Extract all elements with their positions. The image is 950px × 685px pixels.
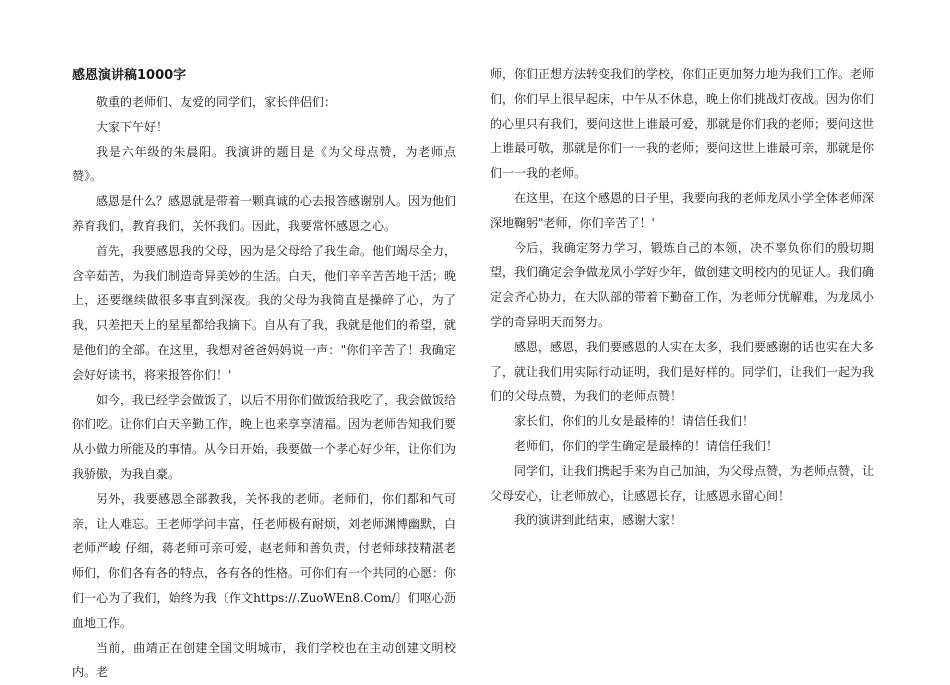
paragraph-greeting: 敬重的老师们、友爱的同学们，家长伴侣们： xyxy=(96,95,337,109)
paragraph-teachers: 另外，我要感恩全部教我，关怀我的老师。老师们，你们都和气可亲，让人难忘。王老师学问丰富，任老师极有耐烦，刘老师渊博幽默，白老师严峻 仔细，蒋老师可亲可爱，赵老师和善负责，付老师球技精湛老师们，你们各有各的特点，各有各的性格。可你们有一个共同的心愿：你们一心为了我们，始终为我〔作文https://.ZuoWEn8.Com/〕们呕心沥血地工作。 xyxy=(72,491,457,630)
paragraph-parents: 首先，我要感恩我的父母，因为是父母给了我生命。他们竭尽全力，含辛茹苦，为我们制造奇异美妙的生活。白天，他们辛辛苦苦地干活；晚上，还要继续做很多事直到深夜。我的父母为我简直是操碎了心，为了我，只差把天上的星星都给我摘下。自从有了我，我就是他们的希望，就是他们的全部。在这里，我想对爸爸妈妈说一声："你们辛苦了！我确定会好好读书，将来报答你们！' xyxy=(72,243,457,382)
left-column xyxy=(72,66,456,685)
paragraph-future: 今后，我确定努力学习，锻炼自己的本领，决不辜负你们的殷切期望，我们确定会争做龙凤小学好少年，做创建文明校内的见证人。我们确定会齐心协力，在大队部的带着下勤奋工作，为老师分忧解难，为龙凤小学的奇异明天而努力。 xyxy=(490,240,875,329)
paragraph-city-continued: 师，你们正想方法转变我们的学校，你们正更加努力地为我们工作。老师们，你们早上很早起床，中午从不休息，晚上你们挑战灯夜战。因为你们的心里只有我们，要问这世上谁最可爱，那就是你们我的老师；要问这世上谁最可敬，那就是你们一一我的老师；要问这世上谁最可亲，那就是你们一一我的老师。 xyxy=(490,67,875,181)
paragraph-closing: 我的演讲到此结束，感谢大家！ xyxy=(514,513,683,528)
paragraph-intro: 我是六年级的朱晨阳。我演讲的题目是《为父母点赞，为老师点赞》。 xyxy=(72,144,456,184)
paragraph-teachers-call: 老师们，你们的学生确定是最棒的！请信任我们！ xyxy=(514,438,779,453)
paragraph-what-is-gratitude: 感恩是什么？感恩就是带着一颗真诚的心去报答感谢别人。因为他们养育我们，教育我们，关怀我们。因此，我要常怀感恩之心。 xyxy=(72,194,457,233)
paragraph-gratitude-action: 感恩，感恩，我们要感恩的人实在太多，我们要感谢的话也实在大多了，就让我们用实际行动证明，我们是好样的。同学们，让我们一起为我们的父母点赞，为我们的老师点赞！ xyxy=(490,339,875,404)
paragraph-hello: 大家下午好！ xyxy=(96,119,169,134)
document-title: 感恩演讲稿1000字 xyxy=(72,68,187,83)
right-column xyxy=(490,62,874,533)
paragraph-city: 当前，曲靖正在创建全国文明城市，我们学校也在主动创建文明校内。老 xyxy=(72,640,456,680)
paragraph-bow: 在这里，在这个感恩的日子里，我要向我的老师龙凤小学全体老师深深地鞠躬"老师，你们辛苦了！' xyxy=(490,190,875,230)
paragraph-classmates-call: 同学们，让我们携起手来为自己加油，为父母点赞，为老师点赞，让父母安心，让老师放心，让感恩长存，让感恩永留心间！ xyxy=(490,463,875,503)
paragraph-parents-call: 家长们，你们的儿女是最棒的！请信任我们！ xyxy=(514,414,755,429)
paragraph-cooking: 如今，我已经学会做饭了，以后不用你们做饭给我吃了，我会做饭给你们吃。让你们白天辛勤工作，晚上也来享享清福。因为老师告知我们要从小做力所能及的事情。从今日开始，我要做一个孝心好少年，让你们为我骄傲，为我自豪。 xyxy=(72,392,457,481)
